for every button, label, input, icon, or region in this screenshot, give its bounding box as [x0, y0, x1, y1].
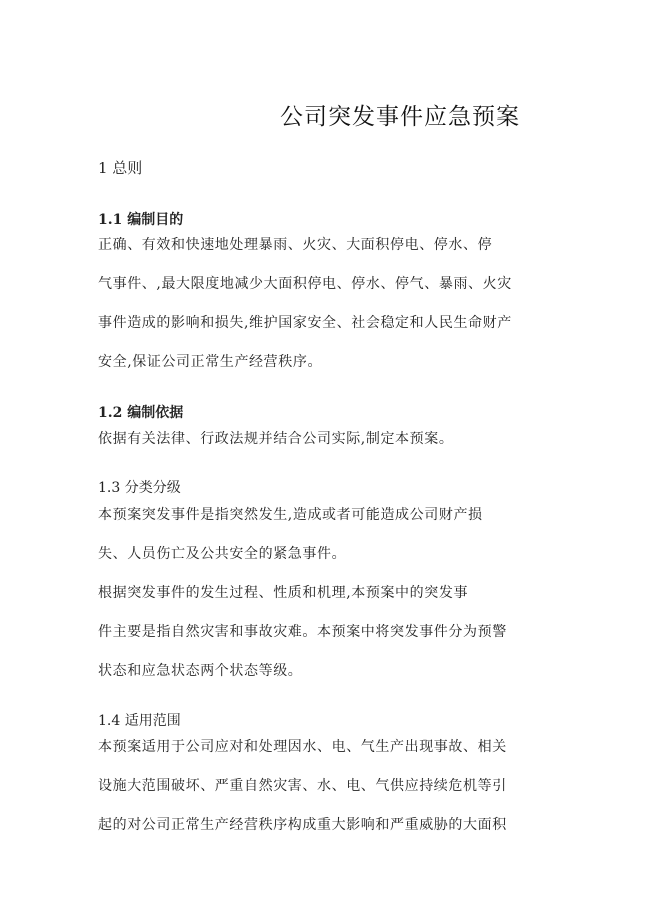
- paragraph-line: 气事件、,最大限度地减少大面积停电、停水、停气、暴雨、火灾: [98, 276, 512, 292]
- section-1-1-heading: 1.1 编制目的: [98, 212, 184, 228]
- paragraph-line: 安全,保证公司正常生产经营秩序。: [98, 354, 323, 370]
- section-1-4-paragraph: [98, 728, 507, 845]
- document-title: 公司突发事件应急预案: [280, 104, 520, 130]
- section-1-1-paragraph: [98, 226, 512, 382]
- paragraph-line: 状态和应急状态两个状态等级。: [98, 663, 303, 679]
- paragraph-line: 事件造成的影响和损失,维护国家安全、社会稳定和人民生命财产: [98, 315, 512, 331]
- paragraph-line: 件主要是指自然灾害和事故灾难。本预案中将突发事件分为预警: [98, 624, 507, 640]
- paragraph-line: 本预案适用于公司应对和处理因水、电、气生产出现事故、相关: [98, 739, 507, 755]
- paragraph-line: 依据有关法律、行政法规并结合公司实际,制定本预案。: [98, 431, 454, 447]
- paragraph-line: 正确、有效和快速地处理暴雨、火灾、大面积停电、停水、停: [98, 237, 493, 253]
- paragraph-line: 设施大范围破坏、严重自然灾害、水、电、气供应持续危机等引: [98, 778, 507, 794]
- section-1-3-paragraph: [98, 496, 507, 691]
- section-1-3-heading: 1.3 分类分级: [98, 480, 181, 496]
- paragraph-line: 起的对公司正常生产经营秩序构成重大影响和严重威胁的大面积: [98, 817, 507, 833]
- section-1-2-paragraph: [98, 420, 453, 459]
- section-1-2-heading: 1.2 编制依据: [98, 405, 184, 421]
- section-1-4-heading: 1.4 适用范围: [98, 713, 181, 729]
- paragraph-line: 本预案突发事件是指突然发生,造成或者可能造成公司财产损: [98, 507, 483, 523]
- paragraph-line: 失、人员伤亡及公共安全的紧急事件。: [98, 546, 347, 562]
- paragraph-line: 根据突发事件的发生过程、性质和机理,本预案中的突发事: [98, 585, 469, 601]
- section-1-heading: 1 总则: [98, 159, 143, 177]
